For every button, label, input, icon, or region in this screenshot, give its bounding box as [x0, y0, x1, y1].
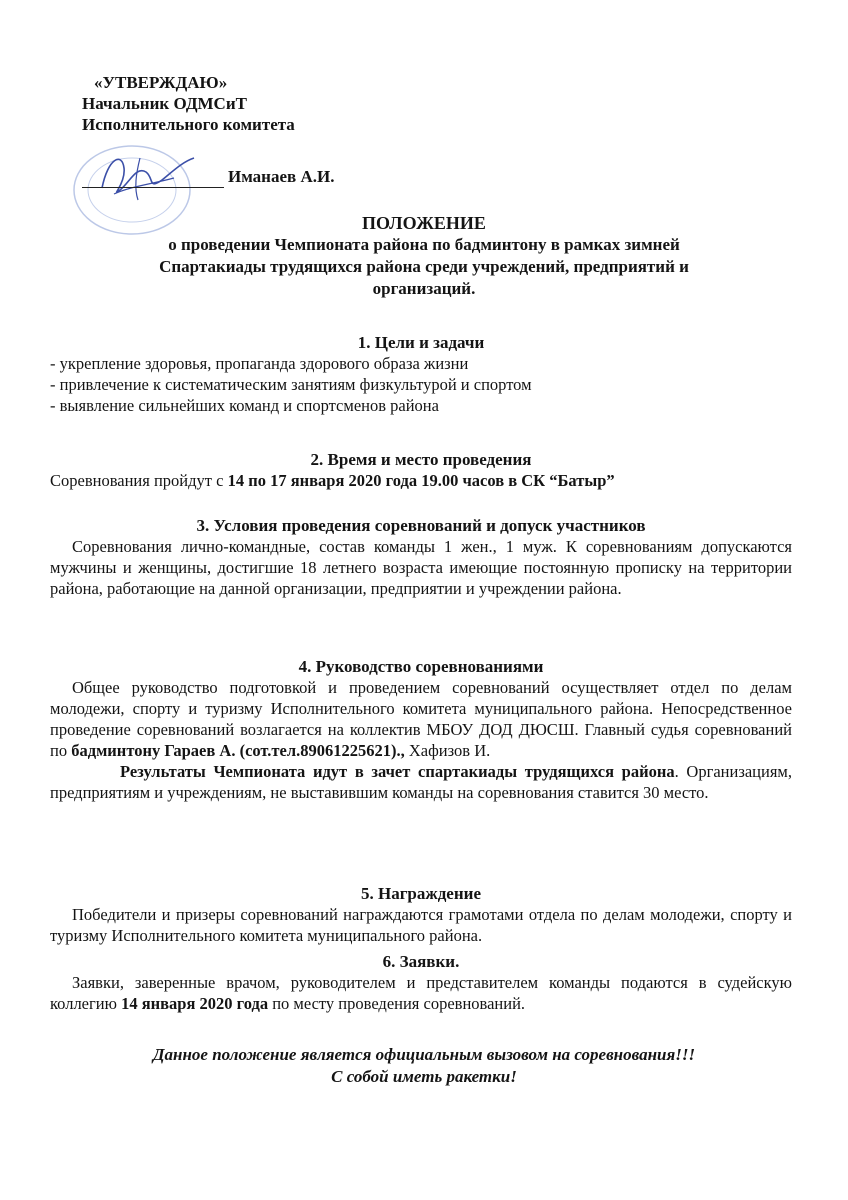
section-heading: 1. Цели и задачи: [357, 333, 485, 352]
section-awards: [50, 883, 792, 946]
management-paragraph-2: [50, 761, 792, 803]
text-run: Хафизов И.: [404, 741, 491, 760]
section-time-place: [50, 449, 792, 491]
awards-text: Победители и призеры соревнований награждаются грамотами отдела по делам молодежи, спорту и туризму Исполнительного комитета муниципального района.: [50, 905, 792, 945]
signatory-name: Иманаев А.И.: [228, 167, 335, 186]
approval-position: Начальник ОДМСиТ: [82, 94, 247, 113]
management-paragraph-1: [50, 677, 792, 761]
title-line-3: организаций.: [372, 279, 476, 298]
title-heading: ПОЛОЖЕНИЕ: [362, 213, 486, 233]
conditions-text: Соревнования лично-командные, состав команды 1 жен., 1 муж. К соревнованиям допускаются мужчины и женщины, достигшие 18 летнего возраста имеющие постоянную прописку на территории района, работающие на данной организации, предприятии и учреждении района.: [50, 537, 792, 598]
section-management: [50, 656, 792, 803]
chief-judge-bold: бадминтону Гараев А. (сот.тел.89061225621).,: [71, 741, 405, 760]
section-heading: 4. Руководство соревнованиями: [298, 657, 544, 676]
title-line-1: о проведении Чемпионата района по бадминтону в рамках зимней: [168, 235, 680, 254]
goals-list: [50, 353, 792, 416]
document-title: [60, 212, 788, 300]
section-conditions: [50, 515, 792, 599]
list-item: - выявление сильнейших команд и спортсменов района: [50, 396, 439, 415]
title-line-2: Спартакиады трудящихся района среди учреждений, предприятий и: [159, 257, 689, 276]
section-heading: 3. Условия проведения соревнований и допуск участников: [196, 516, 646, 535]
closing-note: [60, 1044, 788, 1088]
text-run: Заявки, заверенные врачом, руководителем и представителем команды подаются в судейскую коллегию: [50, 973, 792, 1013]
approval-title: «УТВЕРЖДАЮ»: [94, 73, 228, 92]
approval-organization: Исполнительного комитета: [82, 115, 295, 134]
section-goals: [50, 332, 792, 416]
text-run: по месту проведения соревнований.: [268, 994, 526, 1013]
section-heading: 2. Время и место проведения: [310, 450, 532, 469]
time-place-text: [50, 470, 792, 491]
section-applications: [50, 951, 792, 1014]
signature-row: [82, 167, 412, 191]
text-run: Общее руководство подготовкой и проведением соревнований осуществляет отдел по делам молодежи, спорту и туризму Исполнительного комитета муниципального района. Непосредственное проведение соревнований возлагается на коллектив МБОУ ДОД ДЮСШ. Главный судья соревнований по: [50, 678, 792, 760]
section-heading: 6. Заявки.: [382, 952, 460, 971]
list-item: - привлечение к систематическим занятиям физкультурой и спортом: [50, 375, 532, 394]
section-heading: 5. Награждение: [360, 884, 481, 903]
approval-block: [82, 72, 412, 135]
date-place-bold: 14 по 17 января 2020 года 19.00 часов в СК “Батыр”: [227, 471, 615, 490]
closing-line-2: С собой иметь ракетки!: [331, 1067, 517, 1086]
applications-text: [50, 972, 792, 1014]
closing-line-1: Данное положение является официальным вызовом на соревнования!!!: [152, 1045, 696, 1064]
list-item: - укрепление здоровья, пропаганда здорового образа жизни: [50, 354, 469, 373]
text-run: Соревнования пройдут с: [50, 471, 228, 490]
text-run: . Организациям, предприятиям и учреждениям, не выставившим команды на соревнования ставится 30 место.: [50, 762, 792, 802]
signature-line: [82, 187, 224, 188]
results-bold: Результаты Чемпионата идут в зачет спартакиады трудящихся района: [120, 762, 675, 781]
application-date-bold: 14 января 2020 года: [121, 994, 269, 1013]
